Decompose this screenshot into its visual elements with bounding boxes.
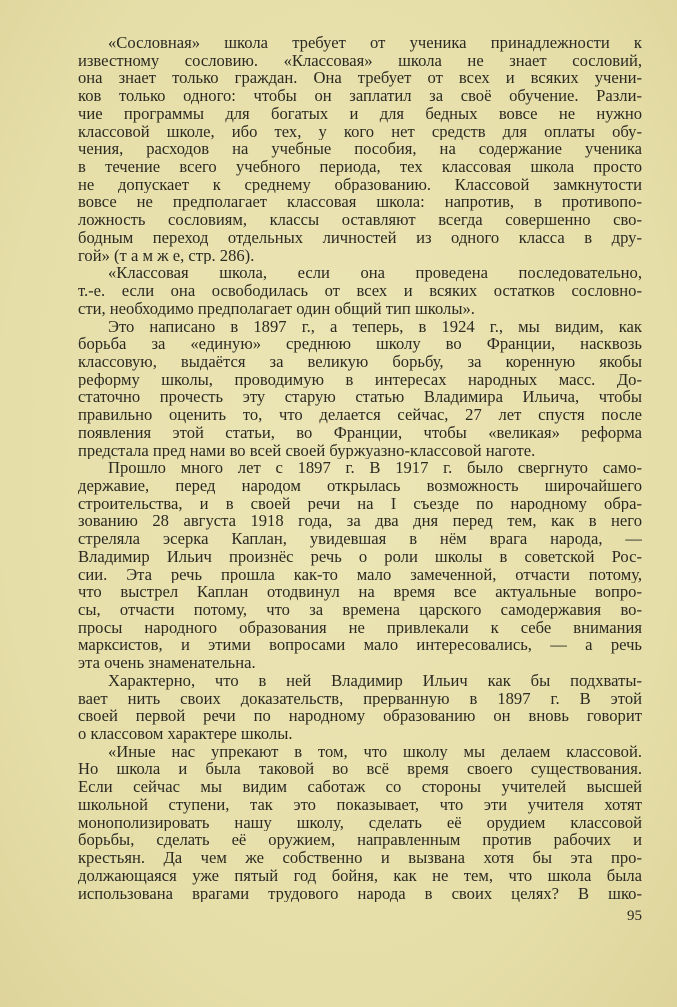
text-line: что выстрел Каплан отодвинул на время все актуальные вопро- bbox=[78, 583, 642, 601]
text-line: марксистов, и этими вопросами мало интересовались, — а речь bbox=[78, 636, 642, 655]
text-line: вовсе не предполагает классовая школа: напротив, в противопо- bbox=[78, 193, 642, 212]
text-line: Это написано в 1897 г., а теперь, в 1924 г., мы видим, как bbox=[108, 317, 642, 336]
text-line: должающаяся уже пятый год бойня, как не тем, что школа была bbox=[78, 866, 642, 885]
text-line: сти, необходимо предполагает один общий тип школы». bbox=[78, 299, 475, 318]
text-line: эта очень знаменательна. bbox=[78, 654, 256, 672]
text-line: ков только одного: чтобы он заплатил за своё обучение. Разли- bbox=[78, 87, 642, 105]
text-line: крестьян. Да чем же собственно и вызвана хотя бы эта про- bbox=[78, 849, 642, 867]
text-line: «Сословная» школа требует от ученика принадлежности к bbox=[108, 34, 642, 52]
text-line: она знает только граждан. Она требует от всех и всяких учени- bbox=[78, 69, 642, 88]
text-line: чие программы для богатых и для бедных вовсе не нужно bbox=[78, 104, 642, 123]
paragraph bbox=[78, 672, 642, 743]
text-line: статочно прочесть эту старую статью Владимира Ильича, чтобы bbox=[78, 388, 642, 407]
text-line: классовой школе, ибо тех, у кого нет средств для оплаты обу- bbox=[78, 122, 642, 141]
paragraph bbox=[78, 743, 642, 902]
text-line: монополизировать нашу школу, сделать её орудием классовой bbox=[78, 813, 642, 832]
text-line: зованию 28 августа 1918 года, за два дня перед тем, как в него bbox=[78, 512, 642, 531]
text-line: использована врагами трудового народа в своих целях? В шко- bbox=[78, 884, 642, 903]
text-line: Прошло много лет с 1897 г. В 1917 г. было свергнуто само- bbox=[108, 459, 642, 477]
text-line: классовую, выдаётся за великую борьбу, за коренную якобы bbox=[78, 352, 642, 371]
text-line: сии. Эта речь прошла как-то мало замеченной, отчасти потому, bbox=[78, 565, 642, 584]
paragraph bbox=[78, 264, 642, 317]
text-line: правильно оценить то, что делается сейчас, 27 лет спустя после bbox=[78, 406, 642, 424]
text-line: Владимир Ильич произнёс речь о роли школы в советской Рос- bbox=[78, 547, 642, 566]
text-line: не допускает к среднему образованию. Классовой замкнутости bbox=[78, 175, 642, 194]
text-line: т.-е. если она освободилась от всех и всяких остатков сословно- bbox=[78, 282, 642, 300]
paragraph bbox=[78, 34, 642, 264]
text-line: предстала пред нами во всей своей буржуазно-классовой наготе. bbox=[78, 441, 536, 460]
text-line: строительства, и в своей речи на I съезде по народному обра- bbox=[78, 494, 642, 513]
text-line: школьной ступени, так это показывает, что эти учителя хотят bbox=[78, 795, 642, 814]
text-line: Но школа и была таковой во всё время своего существования. bbox=[78, 760, 642, 779]
text-line: борьба за «единую» среднюю школу во Франции, насквозь bbox=[78, 335, 642, 353]
text-line: бодным переход отдельных личностей из одного класса в дру- bbox=[78, 228, 642, 247]
paragraph bbox=[78, 318, 642, 460]
text-line: чения, расходов на учебные пособия, на содержание ученика bbox=[78, 140, 642, 159]
text-line: Характерно, что в ней Владимир Ильич как бы подхваты- bbox=[108, 671, 642, 690]
text-line: просы народного образования не привлекали к себе внимания bbox=[78, 618, 642, 637]
paragraph bbox=[78, 459, 642, 672]
text-line: борьбы, сделать её оружием, направленным против рабочих и bbox=[78, 831, 642, 850]
text-line: известному сословию. «Классовая» школа не знает сословий, bbox=[78, 51, 642, 70]
text-line: сы, отчасти потому, что за времена царского самодержавия во- bbox=[78, 601, 642, 619]
text-line: своей первой речи по народному образованию он вновь говорит bbox=[78, 707, 642, 726]
text-line: «Иные нас упрекают в том, что школу мы делаем классовой. bbox=[108, 742, 642, 761]
text-line: появления этой статьи, во Франции, чтобы «великая» реформа bbox=[78, 423, 642, 442]
text-line: «Классовая школа, если она проведена последовательно, bbox=[108, 264, 642, 283]
text-line: в течение всего учебного периода, тех классовая школа просто bbox=[78, 158, 642, 176]
text-line: державие, перед народом открылась возможность широчайшего bbox=[78, 476, 642, 495]
body-text bbox=[78, 34, 642, 902]
text-line: ложность сословиям, классы оставляют всегда совершенно сво- bbox=[78, 211, 642, 229]
text-line: вает нить своих доказательств, прерванную в 1897 г. В этой bbox=[78, 689, 642, 708]
text-line: стреляла эсерка Каплан, увидевшая в нём врага народа, — bbox=[78, 530, 642, 548]
text-line: гой» (т а м ж е, стр. 286). bbox=[78, 246, 255, 265]
text-line: о классовом характере школы. bbox=[78, 725, 293, 743]
page-number: 95 bbox=[627, 908, 642, 924]
text-line: реформу школы, проводимую в интересах народных масс. До- bbox=[78, 370, 642, 389]
text-line: Если сейчас мы видим саботаж со стороны учителей высшей bbox=[78, 778, 642, 796]
